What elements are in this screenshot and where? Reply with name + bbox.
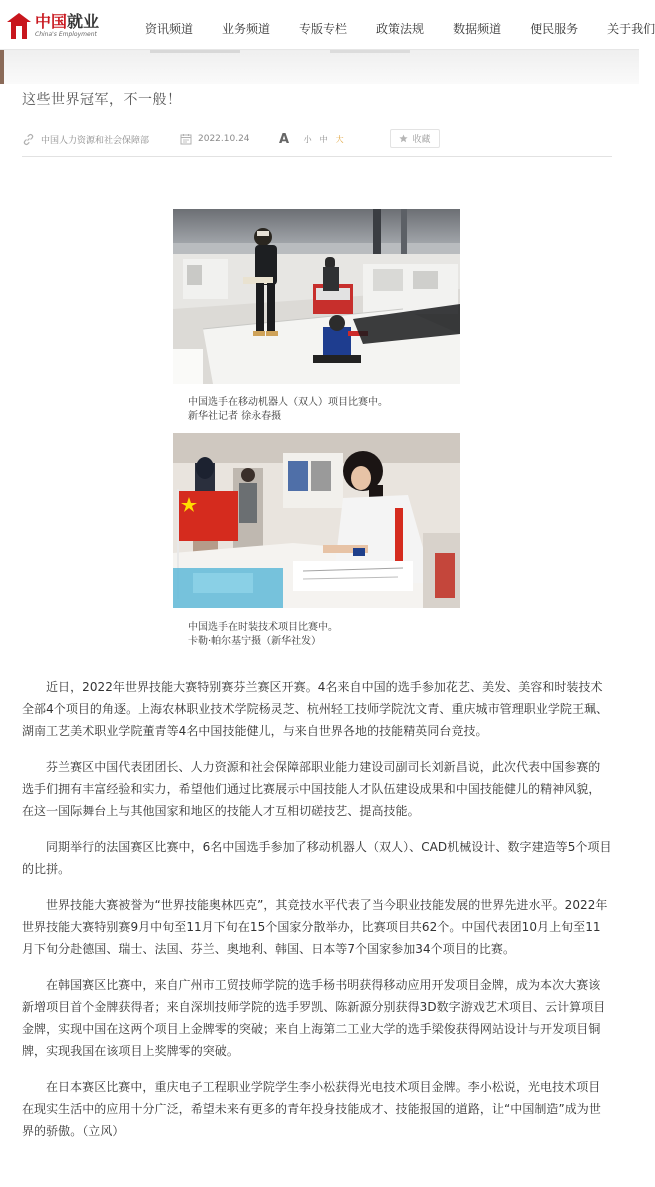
caption-1-line-2: 新华社记者 徐永春摄 bbox=[188, 411, 282, 422]
article-paragraph-6: 在日本赛区比赛中，重庆电子工程职业学院学生李小松获得光电技术项目金牌。李小松说，光电技术项目在现实生活中的应用十分广泛，希望未来有更多的青年投身技能成才、技能报国的道路，让“中国制造”成为世界的骄傲。（立风） bbox=[22, 1080, 601, 1138]
favorite-label: 收藏 bbox=[412, 135, 431, 145]
calendar-icon bbox=[180, 133, 192, 145]
favorite-button[interactable] bbox=[390, 129, 440, 148]
nav-item-columns[interactable]: 专版专栏 bbox=[299, 22, 348, 36]
star-icon bbox=[399, 134, 408, 143]
logo-subtitle: China's Employment bbox=[35, 31, 97, 38]
site-header bbox=[0, 0, 655, 50]
caption-1-line-1: 中国选手在移动机器人（双人）项目比赛中。 bbox=[188, 397, 388, 408]
article-paragraph-2: 芬兰赛区中国代表团团长、人力资源和社会保障部职业能力建设司副司长刘新昌说，此次代表中国参赛的选手们拥有丰富经验和实力，希望他们通过比赛展示中国技能人才队伍建设成果和中国技能健儿的精神风貌，在这一国际舞台上与其他国家和地区的技能人才互相切磋技艺、提高技能。 bbox=[22, 760, 601, 818]
site-logo[interactable] bbox=[6, 11, 99, 41]
article-date-text: 2022.10.24 bbox=[198, 134, 250, 144]
article-meta bbox=[22, 131, 612, 147]
font-size-small[interactable]: 小 bbox=[303, 134, 312, 144]
meta-divider bbox=[22, 156, 612, 157]
article-paragraph-1: 近日，2022年世界技能大赛特别赛芬兰赛区开赛。4名来自中国的选手参加花艺、美发、美容和时装技术全部4个项目的角逐。上海农林职业技术学院杨灵芝、杭州轻工技师学院沈文青、重庆城市管理职业学院王珮、湖南工艺美术职业学院董青等4名中国技能健儿，与来自世界各地的技能精英同台竞技。 bbox=[22, 680, 609, 738]
photo-caption-1 bbox=[188, 396, 388, 424]
font-size-icon: A bbox=[279, 131, 290, 147]
photo-caption-2 bbox=[188, 621, 338, 649]
nav-item-about[interactable]: 关于我们 bbox=[607, 22, 655, 36]
article-paragraph-5: 在韩国赛区比赛中，来自广州市工贸技师学院的选手杨书明获得移动应用开发项目金牌，成为本次大赛该新增项目首个金牌获得者；来自深圳技师学院的选手罗凯、陈新源分别获得3D数字游戏艺术项目、云计算项目金牌，实现中国在这两个项目上金牌零的突破；来自上海第二工业大学的选手梁俊获得网站设计与开发项目铜牌，实现我国在该项目上奖牌零的突破。 bbox=[22, 978, 606, 1058]
nav-item-data[interactable]: 数据频道 bbox=[453, 22, 502, 36]
link-icon bbox=[22, 133, 35, 146]
article-paragraph-3: 同期举行的法国赛区比赛中，6名中国选手参加了移动机器人（双人）、CAD机械设计、数字建造等5个项目的比拼。 bbox=[22, 840, 612, 876]
nav-item-business[interactable]: 业务频道 bbox=[222, 22, 271, 36]
font-size-large[interactable]: 大 bbox=[335, 134, 344, 144]
nav-item-news[interactable]: 资讯频道 bbox=[145, 22, 194, 36]
main-nav bbox=[145, 0, 655, 50]
font-size-switcher bbox=[279, 131, 349, 147]
caption-2-line-1: 中国选手在时装技术项目比赛中。 bbox=[188, 622, 338, 633]
logo-text: 就业 bbox=[67, 12, 100, 31]
china-flag bbox=[178, 491, 238, 541]
logo-emblem-icon bbox=[6, 12, 32, 40]
caption-2-line-2: 卡勒·帕尔基宁摄（新华社发） bbox=[188, 636, 322, 647]
article-paragraph-4: 世界技能大赛被誉为“世界技能奥林匹克”，其竞技水平代表了当今职业技能发展的世界先进水平。2022年世界技能大赛特别赛9月中旬至11月下旬在15个国家分散举办，比赛项目共62个。中国代表团10月上旬至11月下旬分赴德国、瑞士、法国、芬兰、奥地利、韩国、日本等7个国家参加34个项目的比赛。 bbox=[22, 898, 608, 956]
article-source bbox=[22, 131, 149, 147]
nav-item-policy[interactable]: 政策法规 bbox=[376, 22, 425, 36]
article-source-text: 中国人力资源和社会保障部 bbox=[41, 135, 150, 146]
logo-text-red: 中国 bbox=[35, 12, 68, 31]
fashion-competition-photo bbox=[173, 433, 460, 608]
article-title: 这些世界冠军，不一般！ bbox=[22, 92, 182, 108]
article-date bbox=[180, 131, 250, 147]
robot-competition-photo bbox=[173, 209, 460, 384]
banner-strip bbox=[0, 50, 639, 84]
nav-item-services[interactable]: 便民服务 bbox=[530, 22, 579, 36]
font-size-medium[interactable]: 中 bbox=[319, 134, 328, 144]
